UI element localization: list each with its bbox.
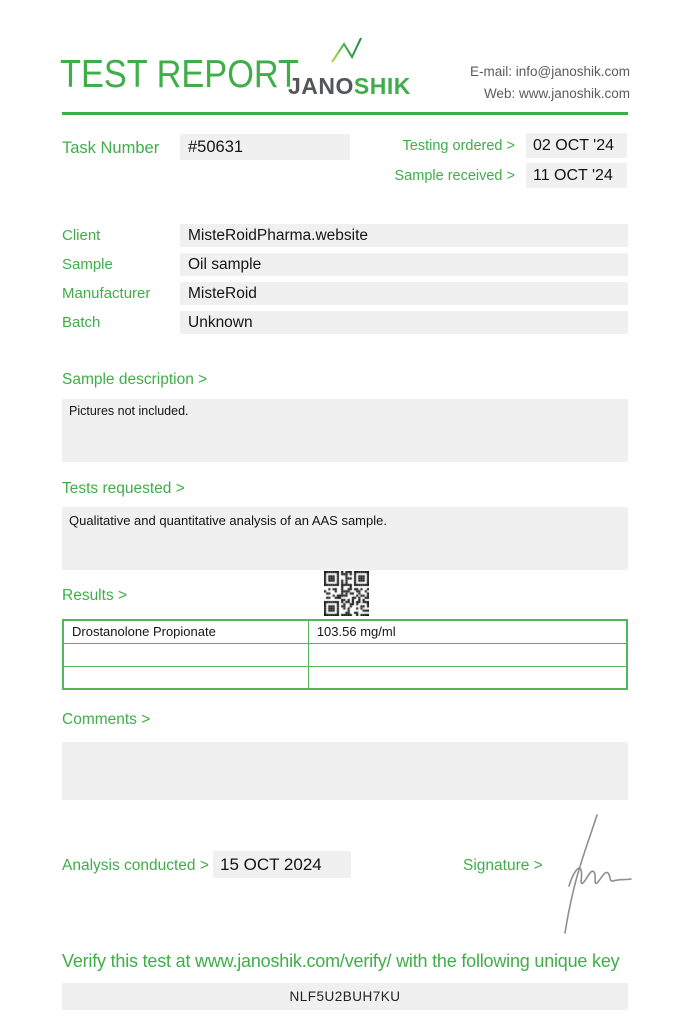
results-label: Results > [62, 587, 128, 604]
analysis-date: 15 OCT 2024 [213, 851, 351, 878]
results-row-2 [63, 643, 627, 666]
info-row-manufacturer [62, 282, 628, 305]
client-label: Client [62, 227, 101, 244]
sample-received-label: Sample received > [394, 167, 515, 184]
sample-received-date: 11 OCT '24 [526, 163, 627, 188]
testing-ordered-row [360, 133, 627, 158]
result-amount: 103.56 mg/ml [308, 620, 627, 643]
result-substance: Drostanolone Propionate [63, 620, 308, 643]
results-table [62, 619, 628, 690]
batch-value: Unknown [180, 311, 628, 334]
tests-requested-label: Tests requested > [62, 480, 185, 497]
janoshik-logo [288, 36, 411, 100]
logo-wordmark [288, 73, 411, 100]
sample-received-row [360, 163, 627, 188]
manufacturer-label: Manufacturer [62, 285, 151, 302]
chart-bars-icon [323, 36, 373, 72]
testing-ordered-label: Testing ordered > [402, 137, 515, 154]
results-row-3 [63, 666, 627, 689]
header-divider [62, 112, 628, 115]
batch-label: Batch [62, 314, 101, 331]
results-row-1 [63, 620, 627, 643]
logo-jano: JANO [288, 73, 354, 99]
result-substance [63, 643, 308, 666]
testing-ordered-date: 02 OCT '24 [526, 133, 627, 158]
result-amount [308, 643, 627, 666]
sample-info-block [62, 224, 628, 340]
comments-box [62, 742, 628, 800]
task-number-label: Task Number [62, 139, 160, 157]
info-row-batch [62, 311, 628, 334]
info-row-sample [62, 253, 628, 276]
signature-label: Signature > [463, 857, 543, 874]
sample-description-box: Pictures not included. [62, 399, 628, 462]
contact-email: E-mail: info@janoshik.com [469, 64, 630, 79]
manufacturer-value: MisteRoid [180, 282, 628, 305]
comments-label: Comments > [62, 711, 151, 728]
info-row-client [62, 224, 628, 247]
result-substance [63, 666, 308, 689]
client-value: MisteRoidPharma.website [180, 224, 628, 247]
verify-instruction: Verify this test at www.janoshik.com/verify/ with the following unique key [62, 951, 620, 971]
contact-web: Web: www.janoshik.com [483, 85, 630, 101]
dates-block [360, 133, 627, 193]
qr-code [324, 571, 369, 616]
contact-info [470, 61, 630, 104]
unique-key: NLF5U2BUH7KU [62, 983, 628, 1010]
signature-image [550, 810, 635, 938]
result-amount [308, 666, 627, 689]
sample-value: Oil sample [180, 253, 628, 276]
analysis-conducted-label: Analysis conducted > [62, 857, 209, 874]
task-number-value: #50631 [180, 134, 350, 160]
sample-description-label: Sample description > [62, 371, 208, 388]
sample-label: Sample [62, 256, 113, 273]
page-title: TEST REPORT [60, 53, 300, 96]
tests-requested-box: Qualitative and quantitative analysis of an AAS sample. [62, 507, 628, 570]
logo-shik: SHIK [353, 73, 411, 99]
